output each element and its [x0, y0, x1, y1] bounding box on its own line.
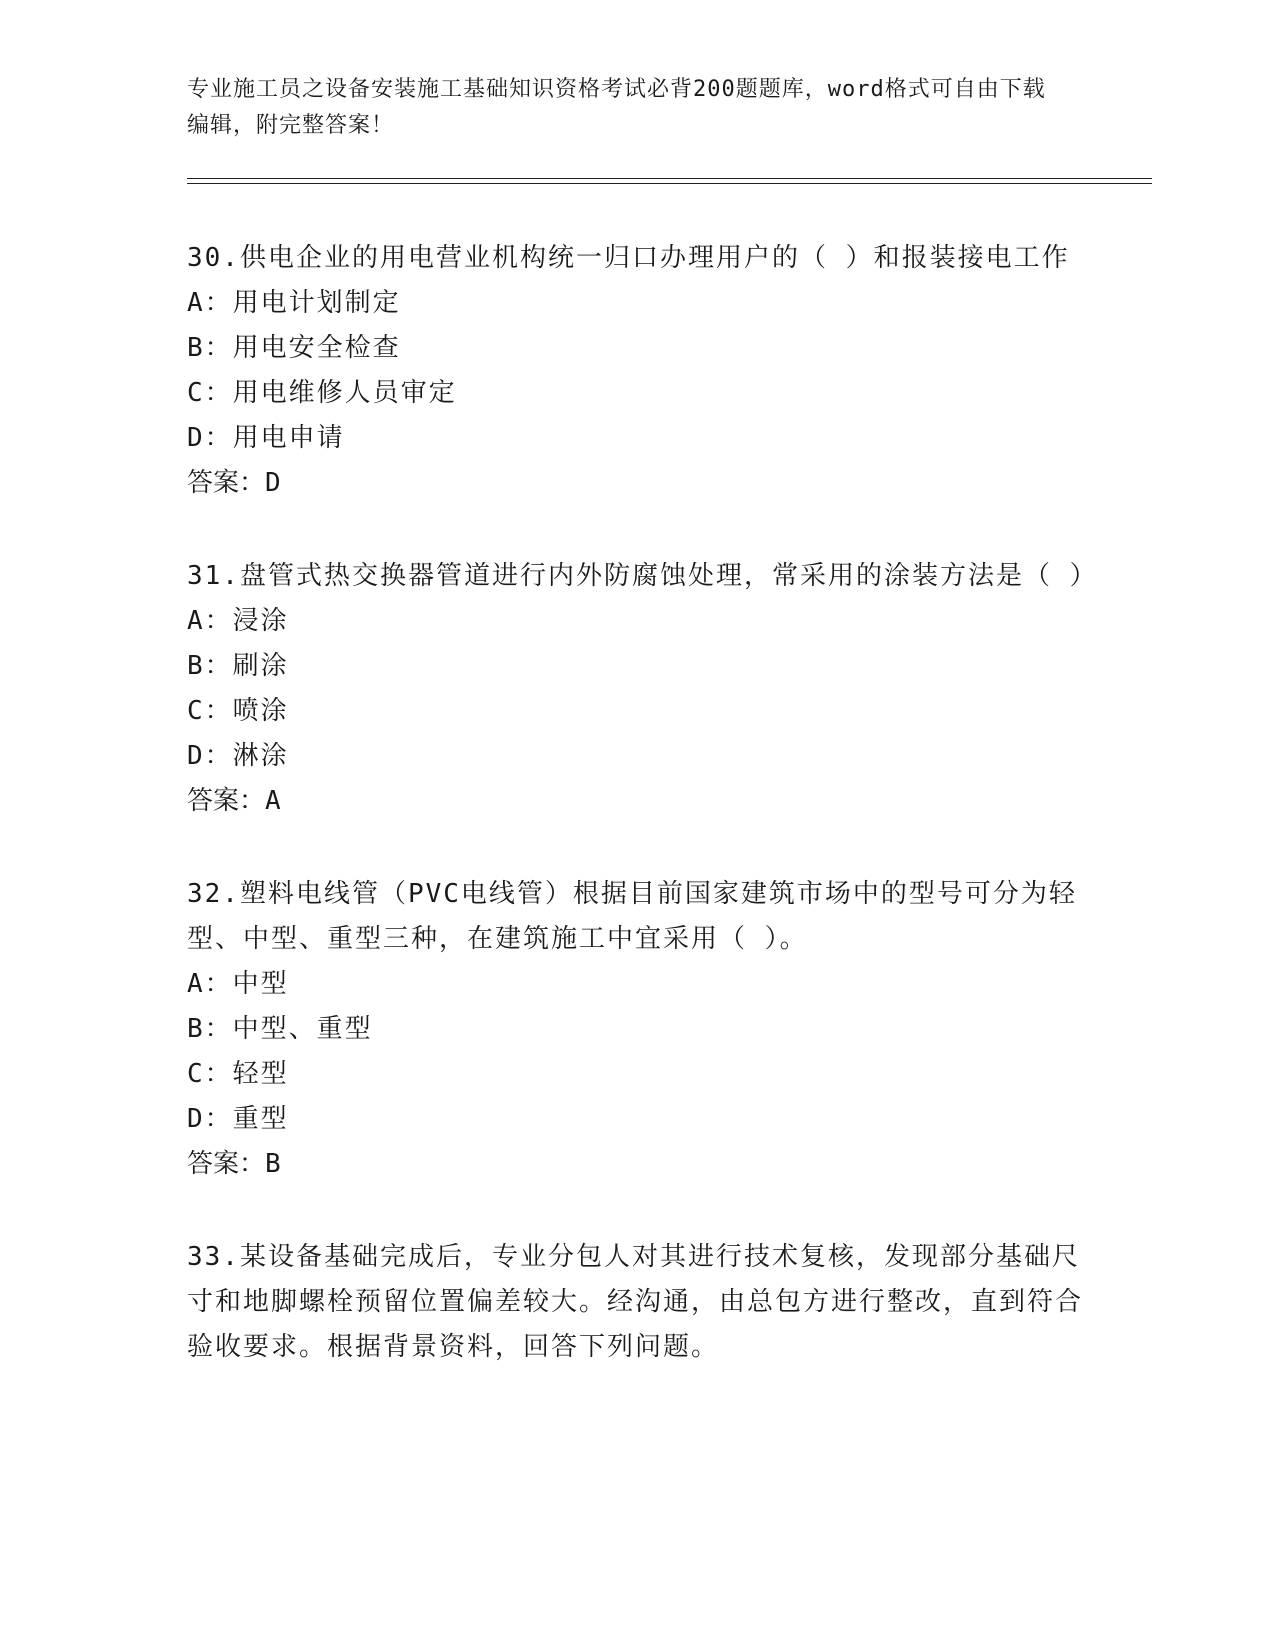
option-b: B：用电安全检查 [187, 333, 401, 363]
option-c: C：轻型 [187, 1059, 289, 1089]
option-d: D：重型 [187, 1104, 289, 1134]
header-divider [187, 178, 1152, 179]
question-32 [187, 872, 1087, 1187]
answer-label: 答案： [187, 786, 266, 816]
question-30 [187, 236, 1087, 506]
question-33 [187, 1235, 1087, 1370]
answer-value: A [265, 786, 281, 816]
option-c: C：用电维修人员审定 [187, 378, 457, 408]
document-header: 专业施工员之设备安装施工基础知识资格考试必背200题题库，word格式可自由下载编辑，附完整答案！ [187, 77, 1046, 138]
option-a: A：中型 [187, 969, 289, 999]
option-b: B：中型、重型 [187, 1014, 373, 1044]
answer-label: 答案： [187, 468, 266, 498]
option-c: C：喷涂 [187, 696, 289, 726]
question-text: 33.某设备基础完成后，专业分包人对其进行技术复核，发现部分基础尺寸和地脚螺栓预留位置偏差较大。经沟通，由总包方进行整改，直到符合验收要求。根据背景资料，回答下列问题。 [187, 1242, 1084, 1362]
question-text: 31.盘管式热交换器管道进行内外防腐蚀处理，常采用的涂装方法是（ ） [187, 561, 1098, 591]
answer-line [187, 461, 1087, 506]
question-text: 30.供电企业的用电营业机构统一归口办理用户的（ ）和报装接电工作 [187, 243, 1070, 273]
option-d: D：淋涂 [187, 741, 289, 771]
option-a: A：用电计划制定 [187, 288, 401, 318]
header-divider-double [187, 183, 1152, 184]
answer-line [187, 1142, 1087, 1187]
question-31 [187, 554, 1098, 824]
answer-line [187, 779, 1087, 824]
option-a: A：浸涂 [187, 606, 289, 636]
question-text: 32.塑料电线管（PVC电线管）根据目前国家建筑市场中的型号可分为轻型、中型、重型三种，在建筑施工中宜采用（ ）。 [187, 879, 1077, 954]
answer-value: B [265, 1149, 281, 1179]
question-list [187, 236, 1098, 1418]
answer-value: D [265, 468, 281, 498]
option-b: B：刷涂 [187, 651, 289, 681]
option-d: D：用电申请 [187, 423, 345, 453]
answer-label: 答案： [187, 1149, 266, 1179]
